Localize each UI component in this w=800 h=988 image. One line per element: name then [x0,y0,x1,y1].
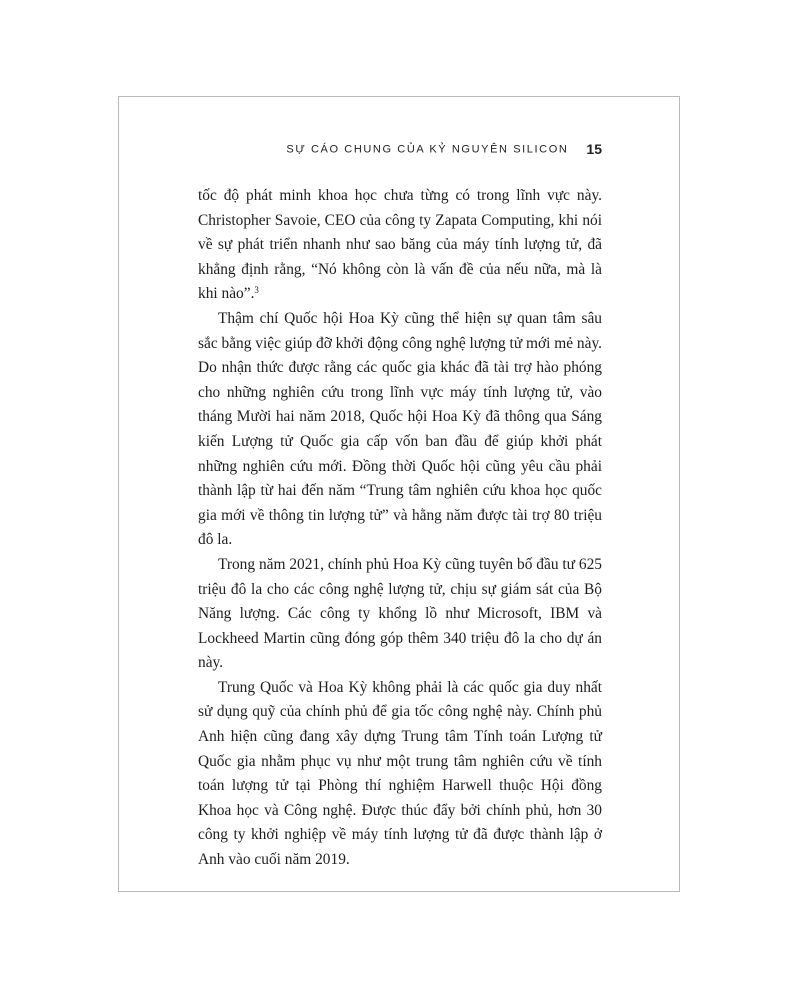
running-title: SỰ CÁO CHUNG CỦA KỶ NGUYÊN SILICON [286,143,569,156]
footnote-ref: 3 [254,285,259,296]
page-number: 15 [586,141,602,158]
paragraph-4: Trung Quốc và Hoa Kỳ không phải là các quốc gia duy nhất sử dụng quỹ của chính phủ để gia tốc công nghệ này. Chính phủ Anh hiện cũng đang xây dựng Trung tâm Tính toán Lượng tử Quốc gia nhằm phục vụ như một trung tâm nghiên cứu về tính toán lượng tử tại Phòng thí nghiệm Harwell thuộc Hội đồng Khoa học và Công nghệ. Được thúc đẩy bởi chính phủ, hơn 30 công ty khởi nghiệp về máy tính lượng tử đã được thành lập ở Anh vào cuối năm 2019. [198,678,602,869]
paragraph-1 [198,184,602,307]
paragraph-2: Thậm chí Quốc hội Hoa Kỳ cũng thể hiện sự quan tâm sâu sắc bằng việc giúp đỡ khởi động công nghệ lượng tử mới mẻ này. Do nhận thức được rằng các quốc gia khác đã tài trợ hào phóng cho những nghiên cứu trong lĩnh vực máy tính lượng tử, vào tháng Mười hai năm 2018, Quốc hội Hoa Kỳ đã thông qua Sáng kiến Lượng tử Quốc gia cấp vốn ban đầu để giúp khởi phát những nghiên cứu mới. Đồng thời Quốc hội cũng yêu cầu phải thành lập từ hai đến năm “Trung tâm nghiên cứu khoa học quốc gia mới về thông tin lượng tử” và hằng năm được tài trợ 80 triệu đô la. [198,309,602,549]
running-header [198,140,602,158]
paragraph-1-text: tốc độ phát minh khoa học chưa từng có trong lĩnh vực này. Christopher Savoie, CEO của công ty Zapata Computing, khi nói về sự phát triển nhanh như sao băng của máy tính lượng tử, đã khẳng định rằng, “Nó không còn là vấn đề của nếu nữa, mà là khi nào”. [198,187,602,303]
paragraph-3: Trong năm 2021, chính phủ Hoa Kỳ cũng tuyên bố đầu tư 625 triệu đô la cho các công nghệ lượng tử, chịu sự giám sát của Bộ Năng lượng. Các công ty khổng lồ như Microsoft, IBM và Lockheed Martin cũng đóng góp thêm 340 triệu đô la cho dự án này. [198,555,602,672]
body-text [198,184,602,873]
